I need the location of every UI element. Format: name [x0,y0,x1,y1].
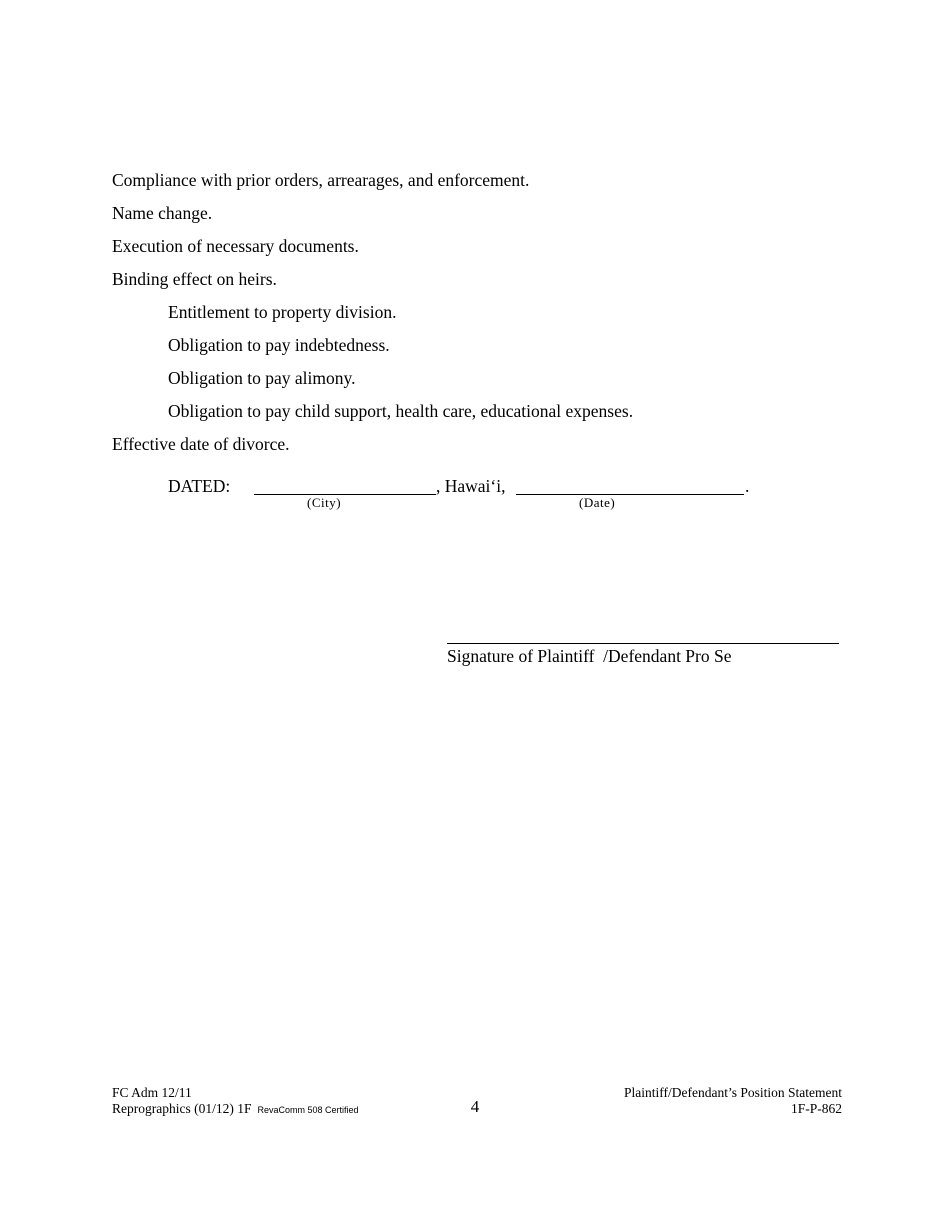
item-property-division: Entitlement to property division. [168,302,397,322]
city-field[interactable] [254,494,436,495]
footer-reprographics-line [112,1101,359,1118]
signature-line[interactable] [447,643,839,644]
footer-left [112,1085,359,1118]
item-name-change: Name change. [112,203,213,223]
date-caption: (Date) [579,495,616,510]
item-effective-date: Effective date of divorce. [112,434,290,454]
item-alimony: Obligation to pay alimony. [168,368,356,388]
item-compliance: Compliance with prior orders, arrearages, and enforcement. [112,170,530,190]
city-caption: (City) [307,495,342,510]
item-execution-documents: Execution of necessary documents. [112,236,359,256]
state-separator: , Hawai‘i, [436,476,506,496]
date-field[interactable] [516,494,744,495]
item-indebtedness: Obligation to pay indebtedness. [168,335,390,355]
item-binding-effect: Binding effect on heirs. [112,269,277,289]
dated-label: DATED: [168,476,231,496]
footer-right [624,1085,842,1117]
dated-row [168,476,788,516]
footer-reprographics: Reprographics (01/12) 1F [112,1101,252,1116]
footer-form-code: FC Adm 12/11 [112,1085,192,1100]
dated-terminator: . [745,476,750,496]
footer-document-title: Plaintiff/Defendant’s Position Statement [624,1085,842,1100]
footer-certification: RevaComm 508 Certified [257,1105,359,1115]
signature-label: Signature of Plaintiff /Defendant Pro Se [447,646,732,666]
footer-form-number: 1F-P-862 [790,1101,842,1116]
item-child-support: Obligation to pay child support, health care, educational expenses. [168,401,634,421]
page-number: 4 [470,1097,480,1116]
